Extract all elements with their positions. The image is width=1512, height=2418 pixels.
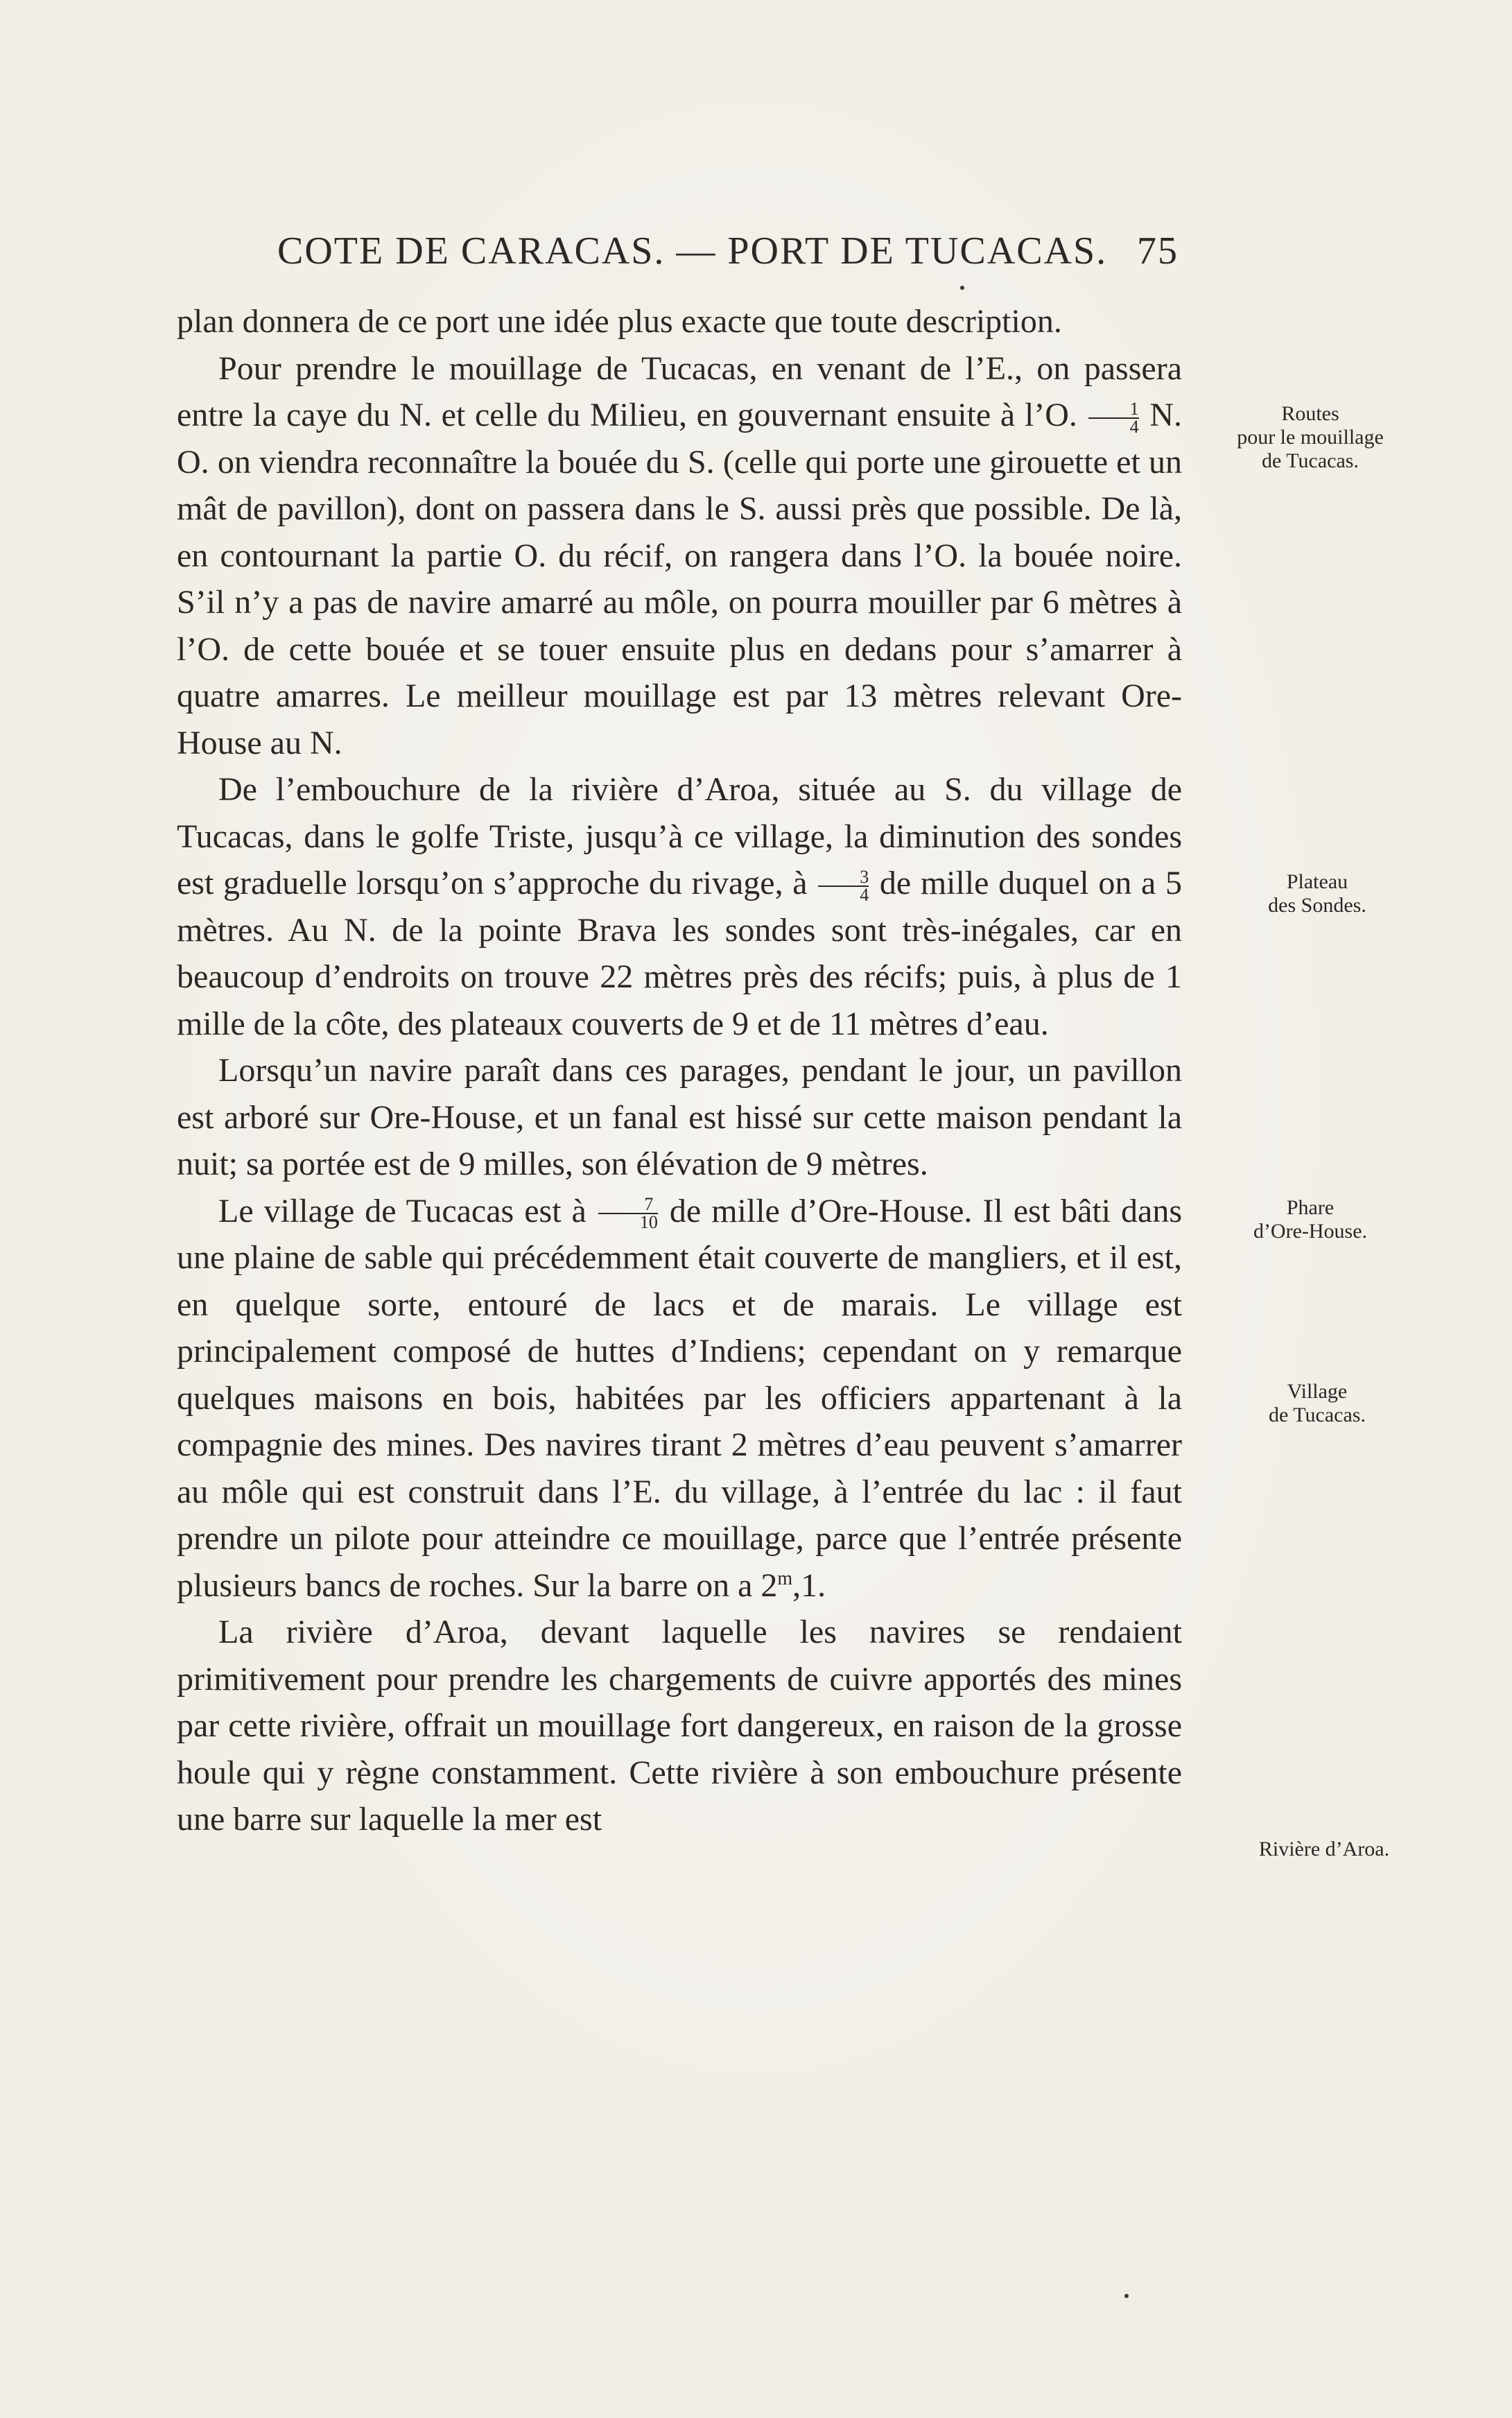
paragraph-1-text: plan donnera de ce port une idée plus exacte que toute description. [177,303,1062,340]
fraction-numerator: 3 [818,869,869,887]
fraction-seven-tenths [598,1196,658,1231]
paragraph-5-text-a: Le village de Tucacas est à [218,1192,586,1229]
fraction-denominator: 4 [860,884,869,905]
print-speck [960,286,964,290]
paragraph-2 [177,345,1182,767]
paragraph-5-text-b: de mille d’Ore-House. Il est bâti dans une plaine de sable qui précédemment était couverte de mangliers, et il est, en quelque sorte, entouré de lacs et de marais. Le village est principalement composé de huttes d’Indiens; cependant on y remarque quelques maisons en bois, habitées par les officiers appartenant à la compagnie des mines. Des navires tirant 2 mètres d’eau peuvent s’amarrer au môle qui est construit dans l’E. du village, à l’entrée du lac : il faut prendre un pilote pour atteindre ce mouillage, parce que l’entrée présente plusieurs bancs de roches. Sur la barre on a 2 [177,1192,1183,1604]
running-head [277,229,1179,284]
margin-note-line: de Tucacas. [1262,449,1359,472]
fraction-numerator: 1 [1088,401,1139,419]
paragraph-3 [177,766,1182,1047]
margin-note-line: Village [1287,1380,1348,1403]
margin-note-line: d’Ore-House. [1253,1220,1368,1243]
fraction-one-quarter [1088,398,1139,437]
paragraph-5 [177,1188,1182,1609]
margin-note-line: des Sondes. [1268,894,1366,917]
fraction-denominator: 4 [1129,416,1139,437]
paragraph-6-text: La rivière d’Aroa, devant laquelle les navires se rendaient primitivement pour prendre les chargements de cuivre apportés des mines par cette rivière, offrait un mouillage fort dangereux, en raison de la grosse houle qui y règne constamment. Cette rivière à son embouchure présente une barre sur laquelle la mer est [177,1614,1182,1838]
fraction-denominator: 10 [639,1212,658,1233]
running-head-title: COTE DE CARACAS. — PORT DE TUCACAS. [277,230,1108,273]
paragraph-2-text-b: N. O. on viendra reconnaître la bouée du S. (celle qui porte une girouette et un mât de pavillon), dont on passera dans le S. aussi près que possible. De là, en contournant la partie O. du récif, on rangera dans l’O. la bouée noire. S’il n’y a pas de navire amarré au môle, on pourra mouiller par 6 mètres à l’O. de cette bouée et se touer ensuite plus en dedans pour s’amarrer à quatre amarres. Le meilleur mouillage est par 13 mètres relevant Ore-House au N. [177,397,1183,761]
paragraph-2-text-a: Pour prendre le mouillage de Tucacas, en venant de l’E., on passera entre la caye du N. et celle du Milieu, en gouvernant ensuite à l’O. [177,349,1182,433]
margin-note-line: Phare [1286,1196,1335,1219]
margin-note-village [1206,1380,1428,1427]
margin-note-riviere [1206,1838,1442,1861]
margin-note-line: Plateau [1286,870,1348,893]
paragraph-4-text: Lorsqu’un navire paraît dans ces parages, pendant le jour, un pavillon est arboré sur Ore-House, et un fanal est hissé sur cette maison pendant la nuit; sa portée est de 9 milles, son élévation de 9 mètres. [177,1052,1182,1182]
fraction-numerator: 7 [598,1196,658,1214]
body-text [177,298,1182,1843]
print-speck [1124,2294,1129,2298]
paragraph-3-text-a: De l’embouchure de la rivière d’Aroa, située au S. du village de Tucacas, dans le golfe Triste, jusqu’à ce village, la diminution des sondes est graduelle lorsqu’on s’approche du rivage, à [177,771,1182,901]
margin-note-line: pour le mouillage [1237,426,1384,449]
margin-note-routes [1199,402,1421,473]
paragraph-3-text-b: de mille duquel on a 5 mètres. Au N. de la pointe Brava les sondes sont très-inégales, car en beaucoup d’endroits on trouve 22 mètres près des récifs; puis, à plus de 1 mille de la côte, des plateaux couverts de 9 et de 11 mètres d’eau. [177,865,1183,1042]
fraction-three-quarters [818,866,869,905]
paragraph-1 [177,298,1182,345]
margin-note-phare [1199,1196,1421,1243]
margin-note-line: Routes [1281,402,1339,425]
margin-note-line: Rivière d’Aroa. [1258,1838,1390,1860]
paragraph-6 [177,1609,1182,1843]
paragraph-5-text-c: ,1. [792,1566,826,1604]
paragraph-4 [177,1047,1182,1188]
margin-note-line: de Tucacas. [1269,1404,1366,1426]
superscript-metres: m [777,1567,793,1589]
margin-note-plateau [1206,870,1428,917]
page-number: 75 [1137,230,1179,273]
